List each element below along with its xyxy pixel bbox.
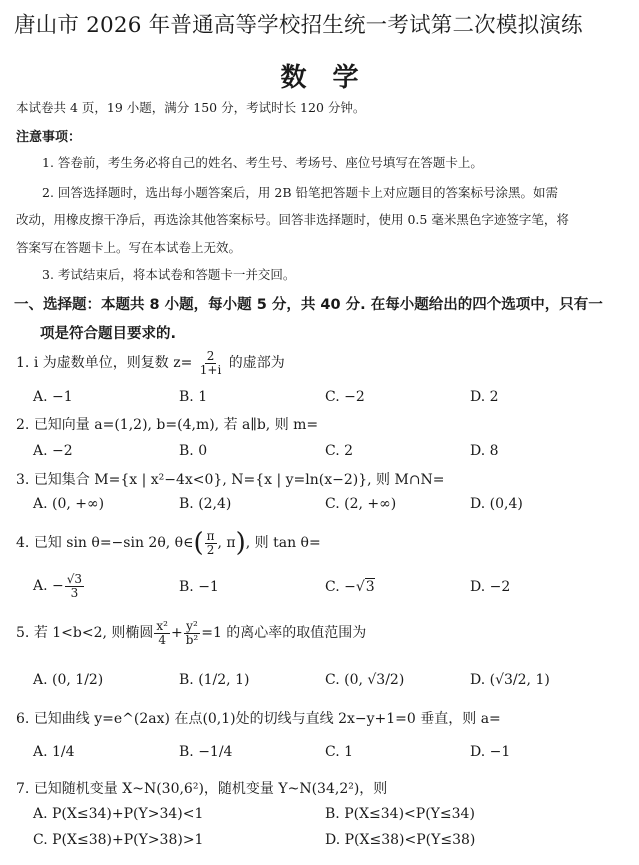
q6-option-c[interactable]: C. 1 bbox=[325, 744, 354, 760]
section-heading-cont: 项是符合题目要求的. bbox=[40, 326, 177, 342]
q2-option-b[interactable]: B. 0 bbox=[179, 443, 208, 459]
question-stem-end: 的虚部为 bbox=[228, 355, 285, 372]
question-1 bbox=[16, 350, 285, 376]
question-3 bbox=[16, 469, 445, 489]
notice-item-2: 2. 回答选择题时，选出每小题答案后，用 2B 铅笔把答题卡上对应题目的答案标号涂黑。如需 bbox=[42, 185, 558, 200]
q7-option-d[interactable]: D. P(X≤38)<P(Y≤38) bbox=[325, 832, 476, 848]
question-number: 5. bbox=[16, 625, 30, 642]
question-stem: 已知 sin θ=−sin 2θ, θ∈ bbox=[33, 535, 194, 552]
fraction bbox=[184, 620, 201, 646]
section-heading: 一、选择题：本题共 8 小题，每小题 5 分，共 40 分. 在每小题给出的四个选项中，只有一 bbox=[14, 297, 603, 313]
q7-option-c[interactable]: C. P(X≤38)+P(Y>38)>1 bbox=[33, 832, 204, 848]
q3-option-d[interactable]: D. (0,4) bbox=[470, 496, 523, 512]
fraction-numerator: y² bbox=[186, 619, 198, 633]
question-stem: i 为虚数单位，则复数 z= bbox=[33, 355, 193, 372]
q2-option-a[interactable]: A. −2 bbox=[33, 443, 73, 459]
question-stem-end: , 则 tan θ= bbox=[245, 535, 321, 552]
question-number: 4. bbox=[16, 535, 30, 552]
notice-item-2-cont2: 答案写在答题卡上。写在本试卷上无效。 bbox=[16, 240, 242, 255]
fraction-denominator: b² bbox=[185, 632, 199, 647]
option-label: A. − bbox=[33, 578, 64, 595]
fraction-numerator: √3 bbox=[66, 572, 83, 586]
question-4 bbox=[16, 528, 321, 559]
question-number: 1. bbox=[16, 355, 30, 372]
question-number: 2. bbox=[16, 417, 30, 433]
q3-option-a[interactable]: A. (0, +∞) bbox=[33, 496, 105, 512]
question-number: 7. bbox=[16, 781, 30, 797]
notice-item-3: 3. 考试结束后，将本试卷和答题卡一并交回。 bbox=[42, 267, 296, 282]
exam-title: 唐山市 2026 年普通高等学校招生统一考试第二次模拟演练 bbox=[14, 13, 583, 38]
question-stem-end: =1 的离心率的取值范围为 bbox=[201, 625, 367, 642]
question-stem: 已知随机变量 X~N(30,6²)，随机变量 Y~N(34,2²)，则 bbox=[33, 781, 388, 797]
q3-option-c[interactable]: C. (2, +∞) bbox=[325, 496, 397, 512]
question-number: 3. bbox=[16, 472, 30, 488]
fraction-numerator: x² bbox=[156, 619, 168, 633]
q2-option-c[interactable]: C. 2 bbox=[325, 443, 354, 459]
question-7 bbox=[16, 778, 387, 798]
q7-option-a[interactable]: A. P(X≤34)+P(Y>34)<1 bbox=[33, 806, 204, 822]
fraction bbox=[65, 573, 84, 599]
question-stem: 已知向量 a=(1,2), b=(4,m), 若 a∥b, 则 m= bbox=[33, 417, 319, 433]
q1-option-c[interactable]: C. −2 bbox=[325, 389, 365, 405]
question-stem: 已知集合 M={x | x²−4x<0}, N={x | y=ln(x−2)}, 则 M∩N= bbox=[33, 472, 445, 488]
q4-option-c[interactable]: C. −√3 bbox=[325, 579, 375, 595]
q4-option-b[interactable]: B. −1 bbox=[179, 579, 219, 595]
question-5: 5. 若 1<b<2, 则椭圆 $\frac{\text{x²}}{4}$ + $\frac{\text{y²}}{\text{b²}}$ =1 的离心率的取值范围为 bbox=[16, 619, 367, 647]
question-stem: 已知曲线 y=e^(2ax) 在点(0,1)处的切线与直线 2x−y+1=0 垂直，则 a= bbox=[33, 711, 501, 727]
subject-title: 数学 bbox=[280, 63, 385, 93]
q6-option-d[interactable]: D. −1 bbox=[470, 744, 511, 760]
q1-option-d[interactable]: D. 2 bbox=[470, 389, 499, 405]
q1-option-a[interactable]: A. −1 bbox=[33, 389, 73, 405]
fraction-denominator: 2 bbox=[206, 542, 215, 557]
fraction-denominator: 1+i bbox=[199, 362, 222, 377]
question-6 bbox=[16, 708, 501, 728]
q1-option-b[interactable]: B. 1 bbox=[179, 389, 208, 405]
question-stem: 若 1<b<2, 则椭圆 bbox=[33, 625, 154, 642]
radicand: 3 bbox=[365, 579, 375, 595]
fraction-denominator: 4 bbox=[158, 632, 167, 647]
q5-option-d[interactable]: D. (√3/2, 1) bbox=[470, 672, 550, 688]
question-number: 6. bbox=[16, 711, 30, 727]
notice-heading: 注意事项： bbox=[16, 130, 82, 145]
notice-item-1: 1. 答卷前，考生务必将自己的姓名、考生号、考场号、座位号填写在答题卡上。 bbox=[42, 155, 483, 170]
right-paren: ) bbox=[235, 528, 246, 559]
q5-option-a[interactable]: A. (0, 1/2) bbox=[33, 672, 104, 688]
exam-intro: 本试卷共 4 页，19 小题，满分 150 分，考试时长 120 分钟。 bbox=[16, 100, 366, 115]
q4-option-a[interactable] bbox=[33, 573, 85, 599]
interval-right: , π bbox=[217, 535, 236, 552]
fraction-denominator: 3 bbox=[70, 585, 79, 600]
q7-option-b[interactable]: B. P(X≤34)<P(Y≤34) bbox=[325, 806, 475, 822]
fraction-numerator: π bbox=[206, 529, 215, 543]
option-label: C. − bbox=[325, 579, 356, 595]
q5-option-c[interactable]: C. (0, √3/2) bbox=[325, 672, 405, 688]
notice-item-2-cont: 改动，用橡皮擦干净后，再选涂其他答案标号。回答非选择题时，使用 0.5 毫米黑色字迹签字笔，将 bbox=[16, 212, 569, 227]
q3-option-b[interactable]: B. (2,4) bbox=[179, 496, 232, 512]
q2-option-d[interactable]: D. 8 bbox=[470, 443, 499, 459]
fraction bbox=[205, 530, 217, 556]
q6-option-a[interactable]: A. 1/4 bbox=[33, 744, 75, 760]
q4-option-d[interactable]: D. −2 bbox=[470, 579, 511, 595]
q5-option-b[interactable]: B. (1/2, 1) bbox=[179, 672, 250, 688]
left-paren: ( bbox=[193, 528, 204, 559]
fraction bbox=[198, 350, 224, 376]
fraction bbox=[154, 620, 170, 646]
q6-option-b[interactable]: B. −1/4 bbox=[179, 744, 233, 760]
fraction-numerator: 2 bbox=[206, 349, 215, 363]
question-2 bbox=[16, 414, 318, 434]
